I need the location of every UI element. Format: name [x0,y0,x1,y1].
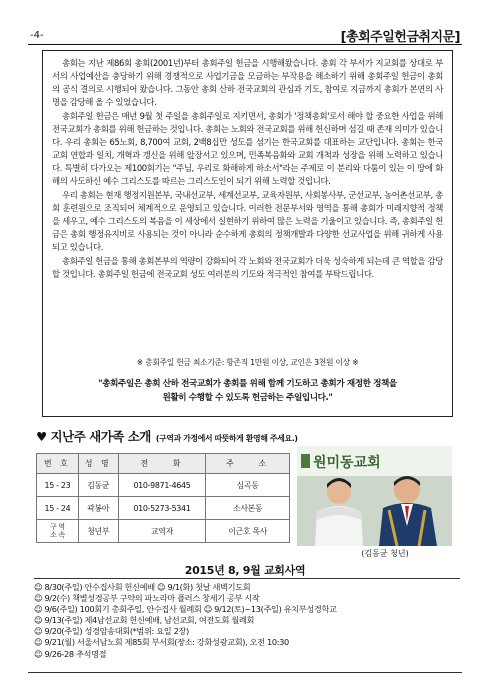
church-logo-icon [301,454,310,468]
table-header-row [37,454,290,474]
quote-line-1: "총회주일은 총회 산하 전국교회가 총회를 위해 함께 기도하고 총회가 재정한 정책을 [98,379,397,389]
list-item: ☺ 9/21(월) 서울서남노회 제85회 부서회(장소: 강화성광교회), 오전 10:30 [34,637,289,648]
address-cell: 심곡동 [206,474,290,497]
intro-paragraph-2: 총회주일 헌금은 매년 9월 첫 주일을 총회주일로 지키면서, 총회가 '정책총회'로서 해야 할 중요한 사업을 위해 전국교회가 총회를 위해 헌금하는 것입니다. 총회는 노회와 전국교회를 위해 헌신하며 섬길 때 존재 의미가 있습니다. 우리 총회는 65노회, 8,700여 교회, 2백8십만 성도를 섬기는 한국교회를 대표하는 교단입니다. 총회는 한국교회 연합과 일치, 개혁과 갱신을 위해 앞장서고 있으며, 민족복음화와 교회 개척과 성장을 위해 노력하고 있습니다. 특별히 다가오는 제100회기는 "주님, 우리로 화해하게 하소서"라는 주제로 이 분리와 다툼이 있는 이 땅에 화해의 사도하신 예수 그리스도를 따르는 그리스도인이 되기 위해 노력할 것입니다. [52,111,443,186]
district-cell: 청년부 [78,520,118,543]
news-title: 2015년 8, 9월 교회사역 [184,564,306,577]
footer-divider [28,672,462,673]
column-header: 전 화 [118,454,206,474]
list-item: ☺ 9/20(주일) 성경암송대회(*범위: 요일 2장) [34,626,189,637]
pastor-name-cell: 이근호 목사 [206,520,290,543]
offering-minimum-standard: ※ 총회주일 헌금 최소기준: 항존직 1만원 이상, 교인은 3천원 이상 ※ [136,358,359,367]
newcomers-title: ♥ 지난주 새가족 소개 [36,429,151,444]
list-item: ☺ 9/2(수) 책별성경공부 구약의 파노라마 플러스 창세기 공부 시작 [34,593,260,604]
number-cell: 15 - 24 [37,497,79,520]
list-item: ☺ 9/26-28 추석명절 [34,648,107,659]
newcomer-photo-illustration [297,446,452,546]
column-header: 주 소 [206,454,290,474]
address-cell: 소사본동 [206,497,290,520]
newcomers-heading [36,427,298,445]
table-row [37,497,290,520]
list-item: ☺ 8/30(주일) 안수집사회 헌신예배 ☺ 9/1(화) 첫날 새벽기도회 [34,582,251,592]
quote-line-2: 원활히 수행할 수 있도록 헌금하는 주일입니다." [162,393,333,403]
number-cell: 15 - 23 [37,474,79,497]
intro-paragraph-1: 총회는 지난 제86회 총회(2001년)부터 총회주일 헌금을 시행해왔습니다. 총회 각 부서가 지교회를 상대로 부서의 사업예산을 충당하기 위해 경쟁적으로 사업기금을 모금하는 부작용을 해소하기 위해 총회주일 헌금이 총회의 공식 결의로 시행되어 왔습니다. 그동안 총회 산하 전국교회의 관심과 기도, 참여로 지금까지 총회가 본연의 사명을 감당해 올 수 있었습니다. [52,58,443,107]
table-row [37,474,290,497]
photo-caption: (김동균 청년) [361,549,409,558]
newcomers-subtitle: (구역과 가정에서 따뜻하게 환영해 주세요.) [155,434,298,443]
intro-paragraph-4: 총회주일 헌금을 통해 총회본부의 역량이 강화되어 각 노회와 전국교회가 더욱 성숙하게 되는데 큰 역할을 감당할 것입니다. 총회주일 헌금에 전국교회 성도 여러분의 기도와 적극적인 참여를 부탁드립니다. [52,256,443,279]
list-item: ☺ 9/6(주일) 100회기 총회주일, 안수집사 월례회 ☺ 9/12(토)~13(주일) 유치부성경학교 [34,604,337,615]
list-item: ☺ 9/13(주일) 제4남선교회 헌신예배, 남선교회, 여전도회 월례회 [34,615,255,626]
column-header: 성 명 [78,454,118,474]
church-sign: 원미동교회 [313,455,381,471]
newcomer-photo [297,446,452,546]
name-cell: 곽봉아 [78,497,118,520]
intro-paragraph-3: 우리 총회는 현재 행정지원본부, 국내선교부, 세계선교부, 교육자원부, 사회봉사부, 군선교부, 농어촌선교부, 총회 훈련원으로 조직되어 체계적으로 운영되고 있습니다. 이러한 전문부서와 영역을 통해 총회가 미래지향적 정책을 세우고, 예수 그리스도의 복음을 이 세상에서 실현하기 위하여 많은 노력을 기울이고 있습니다. 즉, 총회주일 헌금은 총회 행정유지비로 사용되는 것이 아니라 순수하게 총회의 정책개발과 다양한 선교사업을 위해 귀하게 사용되고 있습니다. [52,190,443,252]
table-row [37,520,290,543]
offering-quote [57,377,438,405]
page-number: -4- [30,30,44,41]
pastor-role-cell: 교역자 [118,520,206,543]
offering-purpose-box [42,50,453,417]
phone-cell: 010-9871-4645 [118,474,206,497]
name-cell: 김동균 [78,474,118,497]
phone-cell: 010-5273-5341 [118,497,206,520]
district-label-cell: 구 역 소 속 [37,520,79,543]
newcomers-table [36,453,290,543]
header-divider [28,44,462,45]
column-header: 번 호 [37,454,79,474]
header-title: [총회주일헌금취지문] [340,30,460,45]
church-schedule-list [34,578,460,660]
